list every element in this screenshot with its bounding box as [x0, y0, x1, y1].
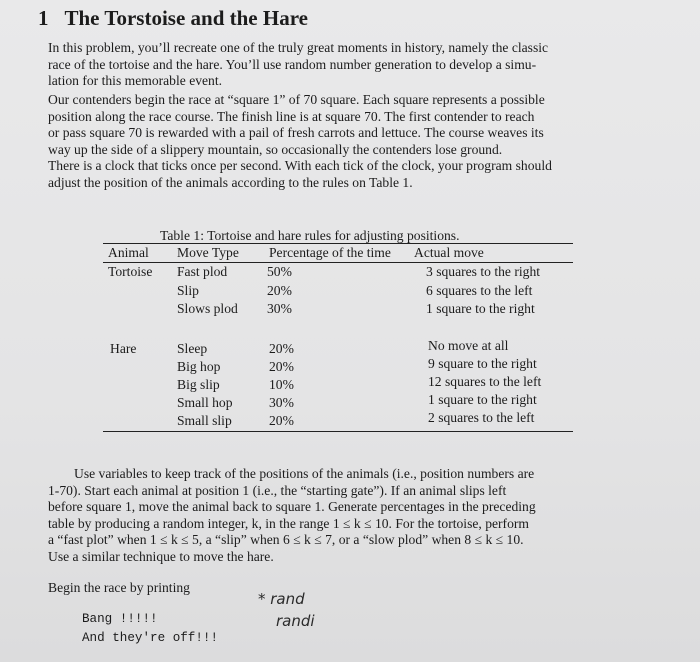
table-cell: Small slip — [177, 413, 232, 428]
text-line: or pass square 70 is rewarded with a pail of fresh carrots and lettuce. The course weaves its — [48, 125, 544, 141]
text-line: Use variables to keep track of the positions of the animals (i.e., position numbers are — [74, 466, 535, 481]
contenders-paragraph — [48, 92, 648, 192]
text-line: table by producing a random integer, k, in the range 1 ≤ k ≤ 10. For the tortoise, perform — [48, 515, 529, 531]
table-cell: Big hop — [177, 359, 221, 374]
instructions-paragraph — [48, 466, 658, 566]
table-cell: 20% — [269, 359, 294, 374]
text-line: race of the tortoise and the hare. You’ll use random number generation to develop a simu- — [48, 56, 537, 72]
table-cell: 50% — [267, 264, 292, 279]
table-cell: Sleep — [177, 341, 208, 356]
table-cell: No move at all — [428, 338, 509, 353]
table-cell: Fast plod — [177, 264, 228, 279]
text-line: position along the race course. The finish line is at square 70. The first contender to reach — [48, 108, 535, 124]
table-top-rule — [103, 243, 573, 244]
text-line: Our contenders begin the race at “square 1” of 70 square. Each square represents a possible — [48, 92, 545, 107]
text-line: There is a clock that ticks once per second. With each tick of the clock, your program should — [48, 158, 552, 174]
table-cell: Slows plod — [177, 301, 238, 316]
table-header: Percentage of the time — [269, 245, 391, 260]
table-caption: Table 1: Tortoise and hare rules for adjusting positions. — [160, 228, 460, 243]
text-line: adjust the position of the animals according to the rules on Table 1. — [48, 174, 413, 190]
table-header: Actual move — [414, 245, 484, 260]
section-number: 1 — [38, 6, 49, 30]
intro-paragraph — [48, 40, 648, 90]
table-header-rule — [103, 262, 573, 263]
table-cell: 20% — [269, 341, 294, 356]
table-cell: 2 squares to the left — [428, 410, 535, 425]
table-cell: 20% — [267, 283, 292, 298]
table-cell: Small hop — [177, 395, 233, 410]
table-cell: 12 squares to the left — [428, 374, 542, 389]
text-line: Use a similar technique to move the hare. — [48, 548, 274, 564]
text-line: before square 1, move the animal back to square 1. Generate percentages in the preceding — [48, 499, 536, 515]
handwritten-note: * rand — [258, 590, 305, 608]
table-cell: Slip — [177, 283, 199, 298]
table-cell-animal: Hare — [110, 341, 137, 356]
table-cell: 1 square to the right — [428, 392, 537, 407]
table-cell: Big slip — [177, 377, 220, 392]
table-header: Move Type — [177, 245, 239, 260]
section-title: The Torstoise and the Hare — [64, 6, 308, 30]
table-cell-animal: Tortoise — [108, 264, 153, 279]
handwritten-note: randi — [276, 612, 315, 630]
table-cell: 1 square to the right — [426, 301, 535, 316]
section-heading — [38, 6, 308, 31]
text-line: way up the side of a slippery mountain, so occasionally the contenders lose ground. — [48, 141, 503, 157]
table-cell: 3 squares to the right — [426, 264, 541, 279]
table-cell: 30% — [269, 395, 294, 410]
code-line: And they're off!!! — [82, 631, 219, 645]
text-line: 1-70). Start each animal at position 1 (i.e., the “starting gate”). If an animal slips left — [48, 482, 507, 498]
text-line: lation for this memorable event. — [48, 73, 223, 89]
table-cell: 6 squares to the left — [426, 283, 533, 298]
text-line: In this problem, you’ll recreate one of the truly great moments in history, namely the classic — [48, 40, 549, 55]
table-cell: 9 square to the right — [428, 356, 537, 371]
begin-text: Begin the race by printing — [48, 580, 190, 595]
code-line: Bang !!!!! — [82, 612, 158, 626]
table-cell: 10% — [269, 377, 294, 392]
table-bottom-rule — [103, 431, 573, 432]
table-cell: 30% — [267, 301, 292, 316]
table-cell: 20% — [269, 413, 294, 428]
text-line: a “fast plot” when 1 ≤ k ≤ 5, a “slip” when 6 ≤ k ≤ 7, or a “slow plod” when 8 ≤ k ≤ 10. — [48, 532, 524, 548]
table-header: Animal — [108, 245, 149, 260]
